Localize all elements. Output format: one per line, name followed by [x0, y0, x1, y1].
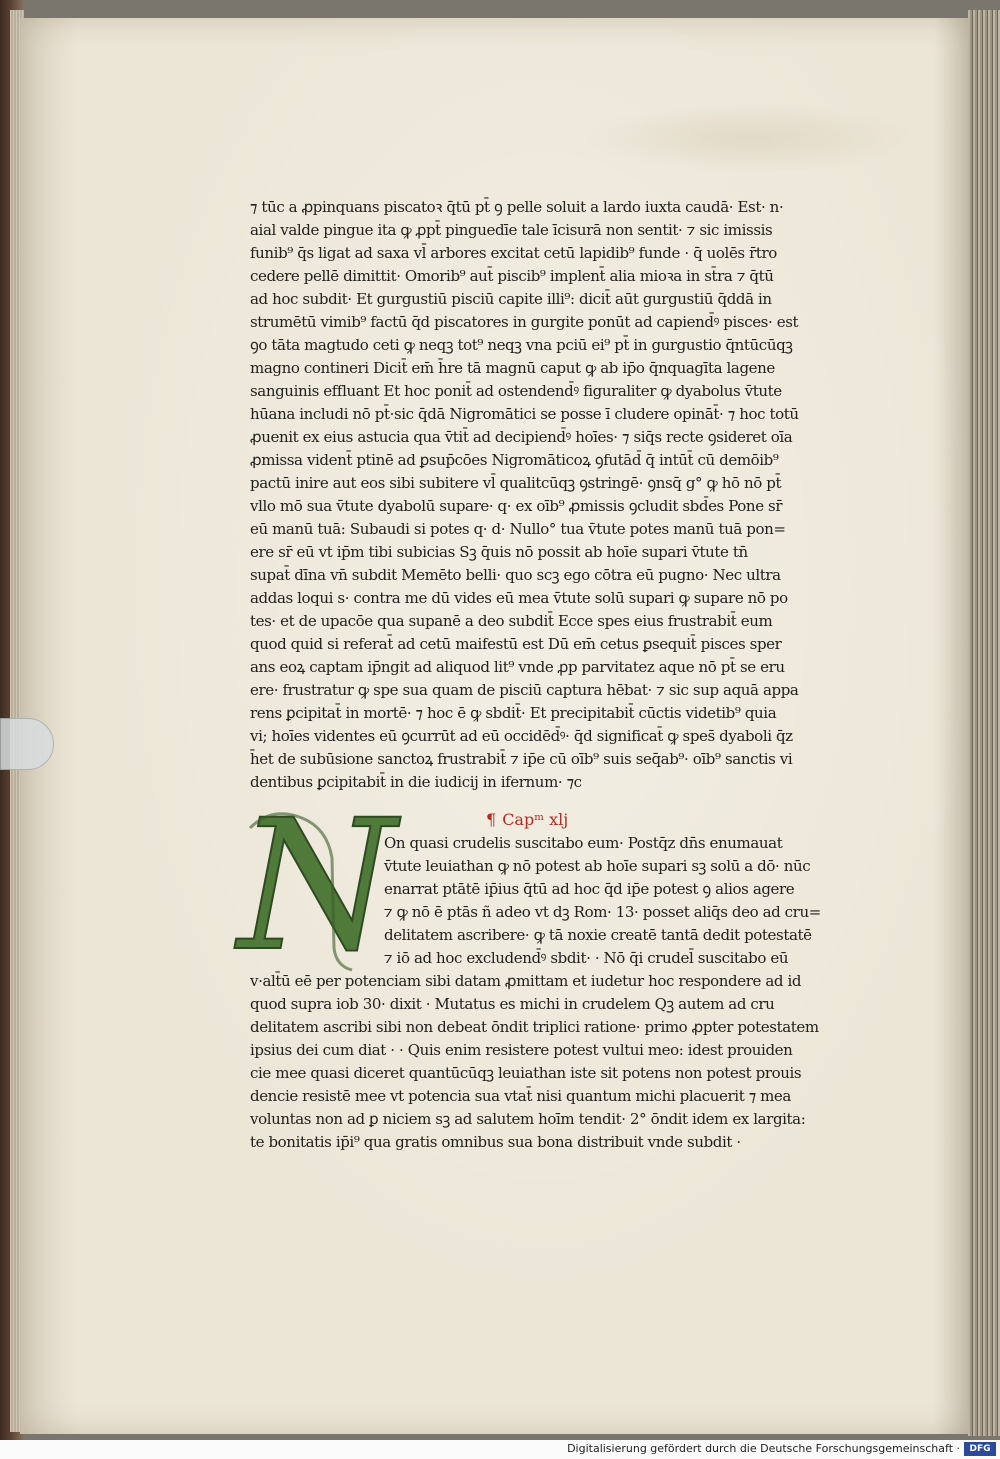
text-line: ere· frustratur ꝙ spe sua quam de pisciū captura hēbat· ⁊ sic sup aquā appa [250, 681, 799, 699]
text-line: supat̄ dīna vn̄ subdit Memēto belli· quo scꝫ ego cōtra eū pugno· Nec ultra [250, 566, 781, 584]
text-line: ⁊ iō ad hoc excludend̄ꝰ sbdit· · Nō q̄i crudel̄ suscitabo eū [384, 949, 789, 967]
text-line: rens ꝑcipitat̄ in mortē· ⁊ hoc ē ꝙ sbdit̄· Et precipitabit̄ cūctis videtib⁹ quia [250, 704, 777, 722]
text-line: ⁊ tūc a ꝓpinquans piscatoꝛ q̄tū pt̄ ꝯ pelle soluit a lardo iuxta caudā· Est· n· [250, 198, 784, 216]
text-block-1 [250, 196, 860, 794]
text-line: sanguinis effluant Et hoc ponit̄ ad ostendend̄ꝰ figuraliter ꝙ dyabolus v̄tute [250, 382, 782, 400]
text-line: ipsius dei cum diat · · Quis enim resistere potest vultui meo: idest prouiden [250, 1041, 793, 1059]
text-line: hūana includi nō pt̄·sic q̄dā Nigromātici se posse ī cludere opināt̄· ⁊ hoc totū [250, 405, 799, 423]
text-line: funib⁹ q̄s ligat ad saxa vl̄ arbores excitat cetū lapidib⁹ funde · q̄ uolēs r̄tro [250, 244, 777, 262]
text-line: v·alt̄ū eē per potenciam sibi datam ꝓmittam et iudetur hoc respondere ad id [250, 972, 802, 990]
text-line: vllo mō sua v̄tute dyabolū supare· q· ex oīb⁹ ꝓmissis ꝯcludit sbd̄es Pone sr̄ [250, 497, 783, 515]
text-line: ꝓuenit ex eius astucia qua v̄tit̄ ad decipiend̄ꝰ hoīes· ⁊ siq̄s recte ꝯsideret oīa [250, 428, 793, 446]
water-stain [580, 103, 920, 173]
chapter-heading [486, 808, 568, 832]
text-line: magno contineri Dicit̄ em̄ h̄re tā magnū caput ꝙ ab ip̄o q̄nquagīta lagene [250, 359, 775, 377]
text-line: pactū inire aut eos sibi subitere vl̄ qualitcūqꝫ ꝯstringē· ꝯnsq̄ g° ꝙ hō nō pt̄ [250, 474, 782, 492]
dfg-logo[interactable]: DFG [964, 1442, 996, 1456]
text-line: aial valde pingue ita ꝙ ꝓpt̄ pinguedīe tale īcisurā non sentit· ⁊ sic imissis [250, 221, 773, 239]
footer-credit: Digitalisierung gefördert durch die Deutsche Forschungsgemeinschaft · [567, 1442, 960, 1455]
text-line: ans eoꝝ captam ip̄ngit ad aliquod lit⁹ vnde ꝓp parvitatez aque nō pt̄ se eru [250, 658, 785, 676]
text-line: addas loqui s· contra me dū vides eū mea v̄tute solū supari ꝙ supare nō po [250, 589, 788, 607]
text-line: strumētū vimib⁹ factū q̄d piscatores in gurgite ponūt ad capiend̄ꝰ pisces· est [250, 313, 799, 331]
text-line: dentibus ꝑcipitabit̄ in die iudicij in ifernum· ⁊c [250, 773, 582, 791]
text-line: delitatem ascribi sibi non debeat ōndit triplici ratione· primo ꝓpter potestatem [250, 1018, 819, 1036]
text-line: tes· et de upacōe qua supanē a deo subdit̄ Ecce spes eius frustrabit̄ eum [250, 612, 773, 630]
text-line: ꝯo tāta magtudo ceti ꝙ neqꝫ tot⁹ neqꝫ vna pciū ei⁹ pt̄ in gurgustio q̄ntūcūqꝫ [250, 336, 793, 354]
text-line: h̄et de subūsione sanctoꝝ frustrabit̄ ⁊ ip̄e cū oīb⁹ suis seq̄ab⁹· oīb⁹ sanctis vi [250, 750, 793, 768]
page-clip [0, 718, 54, 770]
text-line: quod supra iob 30· dixit · Mutatus es michi in crudelem Qꝫ autem ad cru [250, 995, 775, 1013]
text-line: vi; hoīes videntes eū ꝯcurrūt ad eū occidēd̄ꝰ· q̄d significat̄ ꝙ spes̄ dyaboli q̄z [250, 727, 793, 745]
paragraph-mark-icon: ¶ [486, 810, 497, 829]
viewer-footer [0, 1440, 1000, 1459]
text-line: cedere pellē dimittit· Omorib⁹ aut̄ piscib⁹ implent̄ alia mioꝛa in st̄ra ⁊ q̄tū [250, 267, 774, 285]
text-line: ꝓmissa vident̄ ptinē ad ꝑsup̄cōes Nigromāticoꝝ ꝯfutād̄ q̄ intūt̄ cū demōib⁹ [250, 451, 779, 469]
text-line: ⁊ ꝙ nō ē ptās ñ adeo vt dꝫ Rom· 13· posset aliq̄s deo ad cru= [384, 903, 821, 921]
text-line: enarrat ptātē ip̄ius q̄tū ad hoc q̄d ip̄e potest ꝯ alios agere [384, 880, 795, 898]
text-line: v̄tute leuiathan ꝙ nō potest ab hoīe supari sꝫ solū a dō· nūc [384, 857, 811, 875]
chapter-heading-text: Capᵐ xlj [502, 810, 569, 829]
text-block-2 [250, 832, 860, 1154]
text-line: ere sr̄ eū vt ip̄m tibi subicias Sꝫ q̄uis nō possit ab hoīe supari v̄tute tn̄ [250, 543, 748, 561]
text-line: cie mee quasi diceret quantūcūqꝫ leuiathan iste sit potens non potest prouis [250, 1064, 802, 1082]
text-line: On quasi crudelis suscitabo eum· Postq̄z dn̄s enumauat [384, 834, 783, 852]
text-line: eū manū tuā: Subaudi si potes q· d· Nullo° tua v̄tute potes manū tuā pon= [250, 520, 786, 538]
text-line: quod quid si referat̄ ad cetū maifestū est Dū em̄ cetus ꝑsequit̄ pisces sper [250, 635, 782, 653]
text-line: delitatem ascribere· ꝙ tā noxie creatē tantā dedit potestatē [384, 926, 812, 944]
text-line: ad hoc subdit· Et gurgustiū pisciū capite illi⁹: dicit̄ aūt gurgustiū q̄ddā in [250, 290, 772, 308]
text-line: te bonitatis ip̄i⁹ qua gratis omnibus sua bona distribuit vnde subdit · [250, 1133, 741, 1151]
text-line: voluntas non ad ꝑ niciem sꝫ ad salutem hoīm tendit· 2° ōndit idem ex largita: [250, 1110, 806, 1128]
text-line: dencie resistē mee vt potencia sua vtat̄ nisi quantum michi placuerit ⁊ mea [250, 1087, 791, 1105]
page-edge-right [968, 10, 1000, 1436]
illuminated-initial-letter: N [238, 782, 396, 991]
